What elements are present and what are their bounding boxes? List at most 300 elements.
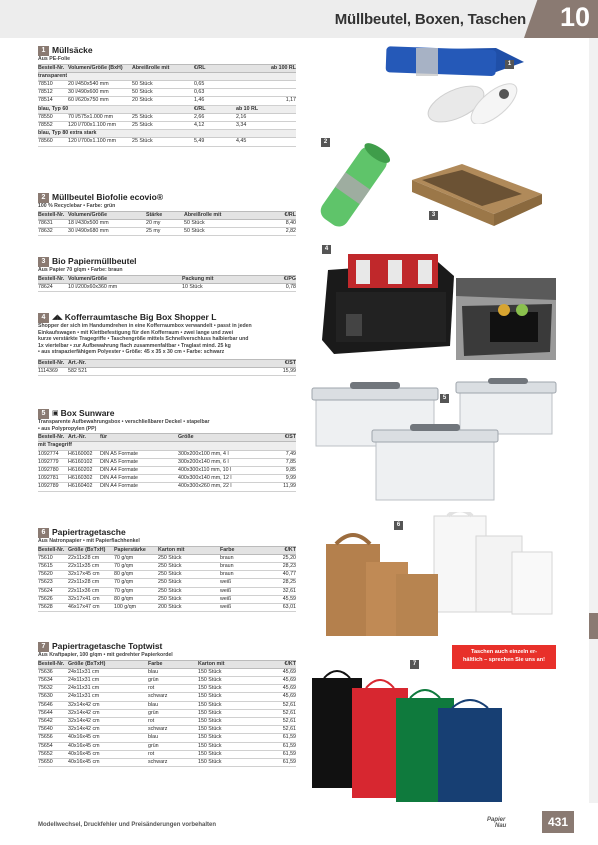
table-cell: 582 521	[68, 368, 88, 375]
table-cell: 78512	[38, 89, 53, 96]
note-line: hältlich – sprechen Sie uns an!	[462, 656, 546, 663]
table-cell: blau, Typ 60	[38, 105, 69, 112]
table-cell: 150 Stück	[198, 668, 222, 675]
table-row	[38, 563, 296, 571]
table-cell: €/KT	[284, 660, 296, 667]
table-cell: Farbe	[220, 546, 235, 553]
table-group-row	[38, 73, 296, 81]
table-cell: 1,46	[194, 97, 205, 104]
table-row	[38, 579, 296, 587]
table-cell: H6160102	[68, 458, 93, 465]
table-cell: €/PG	[283, 275, 296, 282]
table-cell: 4,45	[236, 138, 247, 145]
trunk-bag-image	[318, 252, 458, 358]
table-cell: 1092781	[38, 475, 59, 482]
table-cell: 75615	[38, 563, 53, 569]
table-cell: 2,66	[194, 113, 205, 120]
section-subtitle: Aus Natronpapier • mit Papierflachhenkel	[38, 538, 140, 544]
table-cell: 150 Stück	[198, 709, 222, 716]
table-cell: 100 g/qm	[114, 604, 137, 611]
brand-logo-icon: ◢◣	[52, 313, 63, 321]
table-row	[38, 451, 296, 459]
table-cell: 9,85	[285, 467, 296, 473]
table-cell: 3,34	[236, 122, 247, 129]
table-cell: 25 Stück	[132, 122, 153, 129]
section-subtitle: Aus Kraftpapier, 100 g/qm • mit gedrehter Papierkordel	[38, 652, 173, 658]
table-cell: 400x300x140 mm, 12 l	[178, 475, 232, 482]
table-cell: 32x14x42 cm	[68, 709, 100, 716]
table-cell: 150 Stück	[198, 742, 222, 749]
table-cell: DIN A4 Formate	[100, 467, 138, 473]
table-row	[38, 122, 296, 130]
section-title: Müllsäcke	[52, 44, 93, 55]
table-row	[38, 669, 296, 677]
table-cell: 24x11x31 cm	[68, 685, 100, 692]
table-cell: 32x14x42 cm	[68, 718, 100, 725]
table-cell: 45,69	[282, 668, 296, 675]
table-cell: 1,17	[285, 97, 296, 104]
table-cell: 28,25	[282, 579, 296, 586]
table-cell: 24x11x31 cm	[68, 677, 100, 683]
table-cell: 50 Stück	[132, 89, 153, 96]
table-cell: 45,69	[282, 693, 296, 700]
image-badge: 3	[429, 211, 438, 220]
table-cell: 40,77	[282, 571, 296, 578]
table-cell: 8,40	[285, 219, 296, 226]
table-row	[38, 726, 296, 734]
table-cell: 24x11x31 cm	[68, 668, 100, 675]
section-description: kurze verstärkte Tragegriffe • Taschengröße mittels Schnellverschluss halbierbar und	[38, 336, 249, 343]
table-cell: Bestell-Nr.	[38, 546, 65, 553]
table-cell: 32x14x42 cm	[68, 701, 100, 708]
table-cell: 25 Stück	[132, 113, 153, 120]
table-cell: 40x16x45 cm	[68, 734, 100, 741]
table-cell: 30 l/490x600 mm	[68, 89, 109, 96]
table-cell: 150 Stück	[198, 726, 222, 733]
table-cell: 61,59	[282, 750, 296, 757]
table-row	[38, 759, 296, 767]
table-cell: 2,16	[236, 113, 247, 120]
table-cell: DIN A5 Formate	[100, 458, 138, 465]
table-row	[38, 702, 296, 710]
table-cell: Abreißrolle mit	[184, 211, 222, 218]
table-row	[38, 97, 296, 105]
table-cell: 11,99	[283, 483, 296, 490]
table-cell: Bestell-Nr.	[38, 359, 65, 366]
table-row	[38, 693, 296, 701]
section-subtitle: Aus Papier 70 g/qm • Farbe: braun	[38, 267, 123, 273]
car-trunk-image	[456, 278, 556, 360]
table-cell: 45,59	[282, 595, 296, 602]
table-row	[38, 743, 296, 751]
section-title: Bio Papiermüllbeutel	[52, 255, 137, 266]
table-cell: Packung mit	[182, 275, 214, 282]
table-cell: 75640	[38, 726, 53, 733]
table-cell: Karton mit	[198, 660, 225, 667]
table-header	[38, 64, 296, 73]
section-number: 3	[38, 257, 49, 267]
section-title: Box Sunware	[60, 407, 115, 418]
section-subtitle: Aus PE-Folie	[38, 56, 70, 62]
table-cell: 75636	[38, 668, 53, 675]
table-cell: 32,61	[282, 587, 296, 594]
image-badge: 6	[394, 521, 403, 530]
table-cell: €/RL	[194, 105, 206, 112]
table-cell: 0,63	[194, 89, 205, 96]
table-cell: 75654	[38, 742, 53, 749]
table-cell: 40x16x45 cm	[68, 759, 100, 766]
side-index-mark	[589, 613, 598, 639]
table-cell: 40x16x45 cm	[68, 750, 100, 757]
table-cell: 120 l/700x1.100 mm	[68, 122, 116, 129]
table-cell: braun	[220, 571, 234, 578]
table-cell: 46x17x47 cm	[68, 604, 100, 611]
table-cell: 2,82	[285, 228, 296, 234]
table-cell: weiß	[220, 587, 232, 594]
footer-disclaimer: Modellwechsel, Druckfehler und Preisänderungen vorbehalten	[38, 822, 217, 828]
table-cell: schwarz	[148, 759, 168, 766]
table-cell: 63,01	[282, 604, 296, 611]
table-row	[38, 677, 296, 685]
image-badge: 7	[410, 660, 419, 669]
section-papiertragetasche	[38, 527, 296, 612]
section-title: Papiertragetasche Toptwist	[52, 640, 163, 651]
table-header	[38, 275, 296, 284]
table-cell: 150 Stück	[198, 685, 222, 692]
toptwist-bags-image	[312, 664, 508, 804]
table-cell: 15,99	[282, 368, 296, 375]
table-cell: braun	[220, 563, 234, 569]
image-badge: 1	[505, 60, 514, 69]
table-cell: blau, Typ 80 extra stark	[38, 130, 97, 137]
table-cell: 300x200x140 mm, 6 l	[178, 458, 229, 465]
section-number: 7	[38, 642, 49, 652]
section-description: • aus strapazierfähigem Polyester • Größe: 45 x 35 x 30 cm • Farbe: schwarz	[38, 349, 225, 356]
table-cell: 200 Stück	[158, 604, 182, 611]
table-cell: €/ST	[284, 434, 296, 441]
footer-logo-line: Papier	[487, 817, 506, 823]
table-cell: blau	[148, 734, 159, 741]
table-cell: 75634	[38, 677, 53, 683]
table-cell: 250 Stück	[158, 579, 182, 586]
table-row	[38, 571, 296, 579]
table-row	[38, 459, 296, 467]
table-cell: 150 Stück	[198, 693, 222, 700]
chapter-number: 10	[559, 2, 590, 32]
paper-carrier-bags-image	[326, 512, 556, 642]
table-cell: 70 g/qm	[114, 554, 134, 561]
footer-logo-line: Nau	[495, 823, 507, 829]
table-cell: 80 g/qm	[114, 571, 134, 578]
table-header	[38, 359, 296, 368]
table-row	[38, 284, 296, 292]
table-cell: Bestell-Nr.	[38, 211, 65, 218]
table-cell: 80 g/qm	[114, 595, 134, 602]
table-header	[38, 433, 296, 442]
section-subtitle: Transparente Aufbewahrungsbox • verschließbarer Deckel • stapelbar	[38, 419, 210, 425]
table-cell: 32x17x41 cm	[68, 595, 100, 602]
table-cell: 150 Stück	[198, 750, 222, 757]
table-cell: 52,61	[282, 701, 296, 708]
table-cell: 250 Stück	[158, 587, 182, 594]
section-title: Papiertragetasche	[52, 526, 126, 537]
table-cell: 25 my	[146, 228, 161, 234]
table-cell: 70 g/qm	[114, 587, 134, 594]
table-cell: 40x16x45 cm	[68, 742, 100, 749]
table-cell: 7,85	[285, 458, 296, 465]
table-cell: 400x300x260 mm, 22 l	[178, 483, 232, 490]
table-cell: Farbe	[148, 660, 163, 667]
table-cell: 78510	[38, 81, 53, 87]
table-row	[38, 555, 296, 563]
table-cell: 75630	[38, 693, 53, 700]
table-cell: DIN A4 Formate	[100, 475, 138, 482]
table-cell: 75632	[38, 685, 53, 692]
section-papiermuellbeutel	[38, 256, 296, 292]
table-row	[38, 475, 296, 483]
table-cell: 75626	[38, 595, 53, 602]
section-title: Kofferraumtasche Big Box Shopper L	[64, 311, 217, 322]
table-cell: Größe (BxTxH)	[68, 546, 106, 553]
table-cell: Bestell-Nr.	[38, 434, 65, 441]
table-row	[38, 604, 296, 612]
table-cell: transparent	[38, 72, 68, 79]
section-number: 1	[38, 46, 49, 56]
table-cell: 75646	[38, 701, 53, 708]
table-cell: 75628	[38, 604, 53, 611]
table-cell: schwarz	[148, 693, 168, 700]
table-cell: braun	[220, 554, 234, 561]
availability-note	[452, 645, 556, 669]
table-cell	[236, 89, 296, 96]
table-cell: H6160302	[68, 475, 93, 482]
table-row	[38, 685, 296, 693]
page-title: Müllbeutel, Boxen, Taschen	[334, 11, 526, 28]
table-cell: Größe	[178, 434, 194, 441]
table-cell: €/ST	[284, 359, 296, 366]
table-cell: 78560	[38, 138, 53, 145]
table-group-row	[38, 106, 296, 114]
table-cell: 75656	[38, 734, 53, 741]
table-cell: 75620	[38, 571, 53, 578]
table-cell: €/KT	[284, 546, 296, 553]
image-badge: 4	[322, 245, 331, 254]
image-badge: 2	[321, 138, 330, 147]
storage-boxes-image	[310, 378, 560, 506]
section-number: 5	[38, 409, 49, 419]
table-cell: 78631	[38, 219, 53, 226]
table-cell: 61,59	[282, 734, 296, 741]
section-subtitle: • aus Polypropylen (PP)	[38, 425, 97, 432]
section-muellsaecke	[38, 45, 296, 147]
bio-bag-roll-image	[308, 138, 400, 238]
table-cell: 78514	[38, 97, 53, 104]
table-cell: grün	[148, 742, 159, 749]
table-cell: 78624	[38, 283, 53, 290]
table-cell: 150 Stück	[198, 734, 222, 741]
section-number: 2	[38, 193, 49, 203]
table-cell: 70 g/qm	[114, 579, 134, 586]
table-cell: 120 l/700x1.100 mm	[68, 138, 116, 145]
table-cell: Volumen/Größe	[68, 275, 108, 282]
table-row	[38, 467, 296, 475]
table-cell: 150 Stück	[198, 677, 222, 683]
table-cell: 150 Stück	[198, 759, 222, 766]
table-cell: Stärke	[146, 211, 163, 218]
table-cell: 20 l/450x540 mm	[68, 81, 109, 87]
table-row	[38, 483, 296, 491]
table-cell: rot	[148, 685, 155, 692]
table-cell: 1092780	[38, 467, 59, 473]
table-cell: 25 Stück	[132, 138, 153, 145]
table-cell: 52,61	[282, 709, 296, 716]
table-cell: 50 Stück	[132, 81, 153, 87]
table-cell: 300x200x100 mm, 4 l	[178, 450, 229, 457]
table-cell: 45,69	[282, 677, 296, 683]
table-cell: 22x11x35 cm	[68, 563, 100, 569]
table-cell: 250 Stück	[158, 595, 182, 602]
table-cell: rot	[148, 750, 155, 757]
section-box-sunware	[38, 408, 296, 492]
table-cell: 250 Stück	[158, 563, 182, 569]
page-number: 431	[542, 811, 574, 833]
table-cell: 1092779	[38, 458, 59, 465]
table-cell: DIN A4 Formate	[100, 483, 138, 490]
section-number: 4	[38, 313, 49, 323]
table-cell: 250 Stück	[158, 554, 182, 561]
table-cell: ab 100 RL	[270, 64, 296, 71]
table-cell: 50 Stück	[184, 228, 205, 234]
table-cell: DIN A5 Formate	[100, 450, 138, 457]
table-cell: 50 Stück	[184, 219, 205, 226]
section-title: Müllbeutel Biofolie ecovio®	[52, 191, 164, 202]
brand-logo-icon: ▣	[52, 409, 59, 417]
table-cell: 61,59	[282, 759, 296, 766]
table-cell: Bestell-Nr.	[38, 64, 65, 71]
table-cell: 7,49	[285, 450, 296, 457]
table-cell: H6160402	[68, 483, 93, 490]
table-cell: 25,20	[282, 554, 296, 561]
section-description: Einkaufswagen • mit Klettbefestigung für den Kofferraum • zwei lange und zwei	[38, 329, 234, 336]
table-cell: Bestell-Nr.	[38, 660, 65, 667]
table-header	[38, 660, 296, 669]
table-cell: 75610	[38, 554, 53, 561]
table-cell: weiß	[220, 579, 232, 586]
table-cell: 0,78	[285, 283, 296, 290]
table-row	[38, 718, 296, 726]
table-cell: 22x11x36 cm	[68, 587, 100, 594]
table-cell: H6160002	[68, 450, 93, 457]
table-cell: Größe (BxTxH)	[68, 660, 106, 667]
table-row	[38, 138, 296, 146]
table-row	[38, 228, 296, 236]
table-row	[38, 89, 296, 97]
table-cell: 78552	[38, 122, 53, 129]
table-cell: für	[100, 434, 108, 441]
image-badge: 5	[440, 394, 449, 403]
table-header	[38, 211, 296, 220]
table-cell: 61,59	[282, 742, 296, 749]
table-cell: grün	[148, 677, 159, 683]
table-cell: Volumen/Größe (BxH)	[68, 64, 123, 71]
table-cell: mit Tragegriff	[38, 442, 72, 449]
table-row	[38, 734, 296, 742]
table-cell: Art.-Nr.	[68, 434, 86, 441]
table-cell: 9,99	[285, 475, 296, 482]
table-row	[38, 751, 296, 759]
table-cell: 70 g/qm	[114, 563, 134, 569]
section-subtitle: 100 % Recyclebar • Farbe: grün	[38, 203, 116, 209]
table-cell: weiß	[220, 595, 232, 602]
table-cell: 78632	[38, 228, 53, 234]
table-cell: 30 l/490x680 mm	[68, 228, 109, 234]
table-cell: 75650	[38, 759, 53, 766]
table-cell: 5,49	[194, 138, 205, 145]
table-cell: 60 l/620x750 mm	[68, 97, 109, 104]
table-group-row	[38, 442, 296, 450]
table-cell: 32x14x42 cm	[68, 726, 100, 733]
table-cell: 20 my	[146, 219, 161, 226]
table-row	[38, 220, 296, 228]
table-cell: 45,69	[282, 685, 296, 692]
table-cell: 20 Stück	[132, 97, 153, 104]
table-cell: 75624	[38, 587, 53, 594]
table-cell: 250 Stück	[158, 571, 182, 578]
note-line: Taschen auch einzeln er-	[470, 649, 538, 655]
table-cell: Art.-Nr.	[68, 359, 86, 366]
section-biofolie	[38, 192, 296, 236]
table-cell: Papierstärke	[114, 546, 146, 553]
trash-bags-image	[376, 42, 526, 124]
table-cell: Karton mit	[158, 546, 185, 553]
section-toptwist	[38, 641, 296, 767]
table-row	[38, 114, 296, 122]
section-number: 6	[38, 528, 49, 538]
table-cell: 4,12	[194, 122, 205, 129]
table-cell: Bestell-Nr.	[38, 275, 65, 282]
table-cell: 1092789	[38, 483, 59, 490]
table-header	[38, 546, 296, 555]
table-row	[38, 596, 296, 604]
table-cell: rot	[148, 718, 155, 725]
section-description: 1x viertelbar • zur Aufbewahrung flach zusammenfaltbar • Traglast mind. 25 kg	[38, 342, 231, 349]
table-cell	[236, 81, 296, 88]
table-cell: ab 10 RL	[236, 105, 259, 112]
table-row	[38, 588, 296, 596]
table-cell: blau	[148, 701, 159, 708]
table-cell: €/RL	[194, 64, 206, 71]
table-cell: 78550	[38, 113, 53, 120]
table-group-row	[38, 130, 296, 138]
table-row	[38, 710, 296, 718]
section-description: Shopper der sich im Handumdrehen in eine Kofferraumbox verwandelt • passt in jeden	[38, 323, 252, 329]
table-cell: blau	[148, 668, 159, 675]
table-cell: 1092774	[38, 450, 59, 457]
table-cell: 1114369	[38, 368, 58, 375]
table-cell: 18 l/430x500 mm	[68, 219, 109, 226]
table-cell: 28,23	[282, 563, 296, 569]
section-kofferraumtasche	[38, 312, 296, 376]
table-cell: H6160202	[68, 467, 93, 473]
table-row	[38, 81, 296, 89]
table-cell: 52,61	[282, 718, 296, 725]
table-cell: 70 l/575x1.000 mm	[68, 113, 114, 120]
table-cell: Abreißrolle mit	[132, 64, 170, 71]
table-cell: 150 Stück	[198, 718, 222, 725]
table-cell: 75642	[38, 718, 53, 725]
table-cell: grün	[148, 709, 159, 716]
table-cell: Volumen/Größe	[68, 211, 108, 218]
